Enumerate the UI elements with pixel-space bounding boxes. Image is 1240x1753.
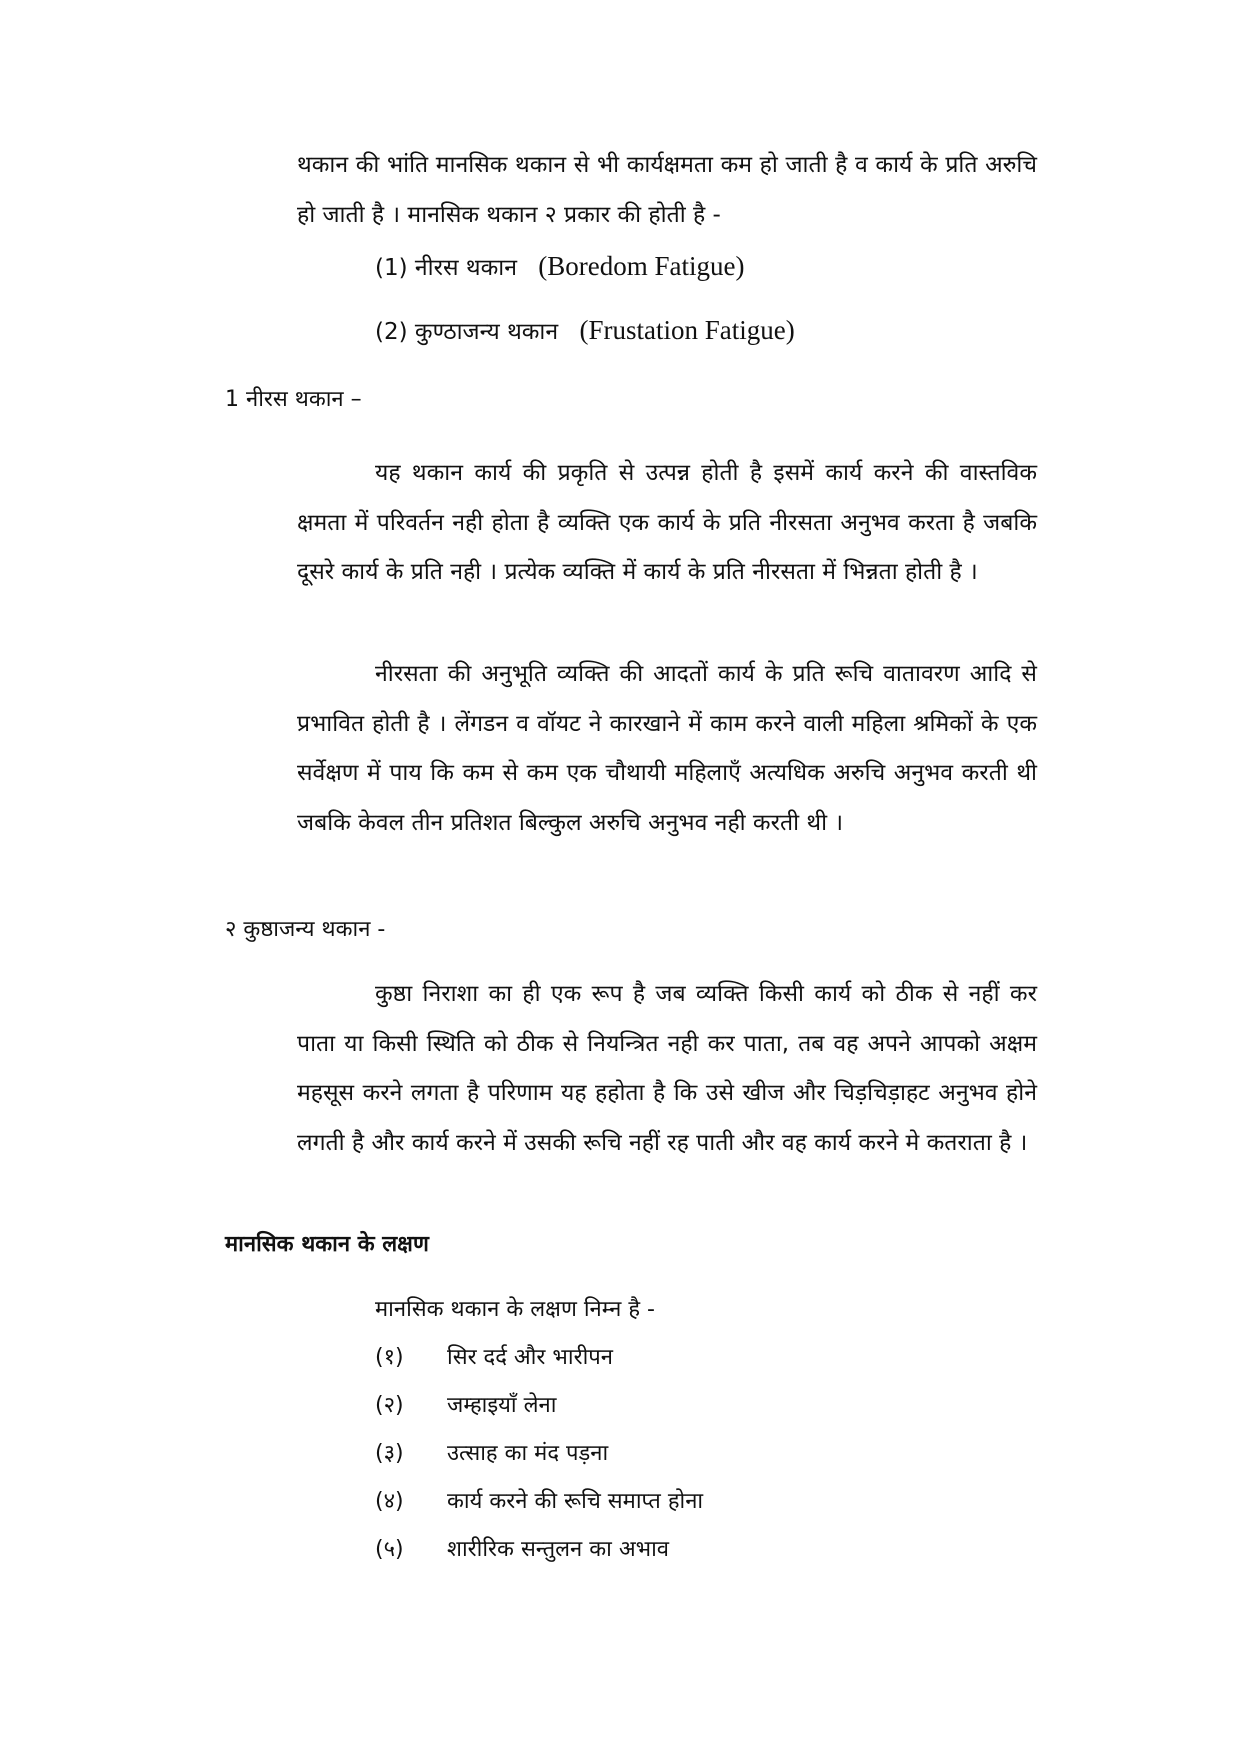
fatigue-type-hindi: कुण्ठाजन्य थकान bbox=[414, 319, 559, 345]
symptom-item bbox=[375, 1434, 608, 1474]
symptom-item bbox=[375, 1530, 669, 1570]
symptom-text: शारीरिक सन्तुलन का अभाव bbox=[447, 1537, 670, 1562]
boredom-paragraph-1: यह थकान कार्य की प्रकृति से उत्पन्न होती है इसमें कार्य करने की वास्तविक क्षमता में परिवर्तन नही होता है व्यक्ति एक कार्य के प्रति नीरसता अनुभव करता है जबकि दूसरे कार्य के प्रति नही । प्रत्येक व्यक्ति में कार्य के प्रति नीरसता में भिन्नता होती है । bbox=[297, 460, 1037, 585]
symptom-text: सिर दर्द और भारीपन bbox=[447, 1345, 613, 1370]
boredom-paragraph-2: नीरसता की अनुभूति व्यक्ति की आदतों कार्य के प्रति रूचि वातावरण आदि से प्रभावित होती है । लेंगडन व वॉयट ने कारखाने में काम करने वाली महिला श्रमिकों के एक सर्वेक्षण में पाय कि कम से कम एक चौथायी महिलाऍं अत्यधिक अरुचि अनुभव करती थी जबकि केवल तीन प्रतिशत बिल्कुल अरुचि अनुभव नही करती थी । bbox=[297, 661, 1037, 836]
fatigue-type-number: (1) bbox=[375, 255, 408, 281]
fatigue-type-english: (Frustation Fatigue) bbox=[579, 315, 795, 345]
fatigue-type-english: (Boredom Fatigue) bbox=[538, 251, 745, 281]
symptoms-lead: मानसिक थकान के लक्षण निम्न है - bbox=[375, 1297, 655, 1322]
symptom-number: (१) bbox=[375, 1345, 404, 1370]
symptom-text: कार्य करने की रूचि समाप्त होना bbox=[447, 1489, 704, 1514]
symptom-text: जम्हाइयॉं लेना bbox=[447, 1393, 557, 1418]
fatigue-type-1 bbox=[375, 246, 745, 288]
symptom-item bbox=[375, 1386, 556, 1426]
symptom-text: उत्साह का मंद पड़ना bbox=[447, 1441, 609, 1466]
symptom-number: (५) bbox=[375, 1537, 404, 1562]
symptom-item bbox=[375, 1338, 613, 1378]
symptom-item bbox=[375, 1482, 703, 1522]
fatigue-type-hindi: नीरस थकान bbox=[414, 255, 517, 281]
section-heading-boredom: 1 नीरस थकान – bbox=[225, 387, 362, 412]
symptom-number: (२) bbox=[375, 1393, 404, 1418]
frustration-paragraph: कुष्ठा निराशा का ही एक रूप है जब व्यक्ति किसी कार्य को ठीक से नहीं कर पाता या किसी स्थिति को ठीक से नियन्त्रित नही कर पाता, तब वह अपने आपको अक्षम महसूस करने लगता है परिणाम यह हहोता है कि उसे खीज और चिड़चिड़ाहट अनुभव होने लगती है और कार्य करने में उसकी रूचि नहीं रह पाती और वह कार्य करने मे कतराता है । bbox=[297, 981, 1037, 1156]
symptoms-heading: मानसिक थकान के लक्षण bbox=[225, 1232, 429, 1257]
section-heading-frustration: २ कुष्ठाजन्य थकान - bbox=[225, 917, 386, 942]
fatigue-type-number: (2) bbox=[375, 319, 408, 345]
symptom-number: (३) bbox=[375, 1441, 404, 1466]
fatigue-type-2 bbox=[375, 310, 795, 352]
intro-paragraph: थकान की भांति मानसिक थकान से भी कार्यक्षमता कम हो जाती है व कार्य के प्रति अरुचि हो जाती है । मानसिक थकान २ प्रकार की होती है - bbox=[297, 152, 1037, 228]
symptom-number: (४) bbox=[375, 1489, 404, 1514]
